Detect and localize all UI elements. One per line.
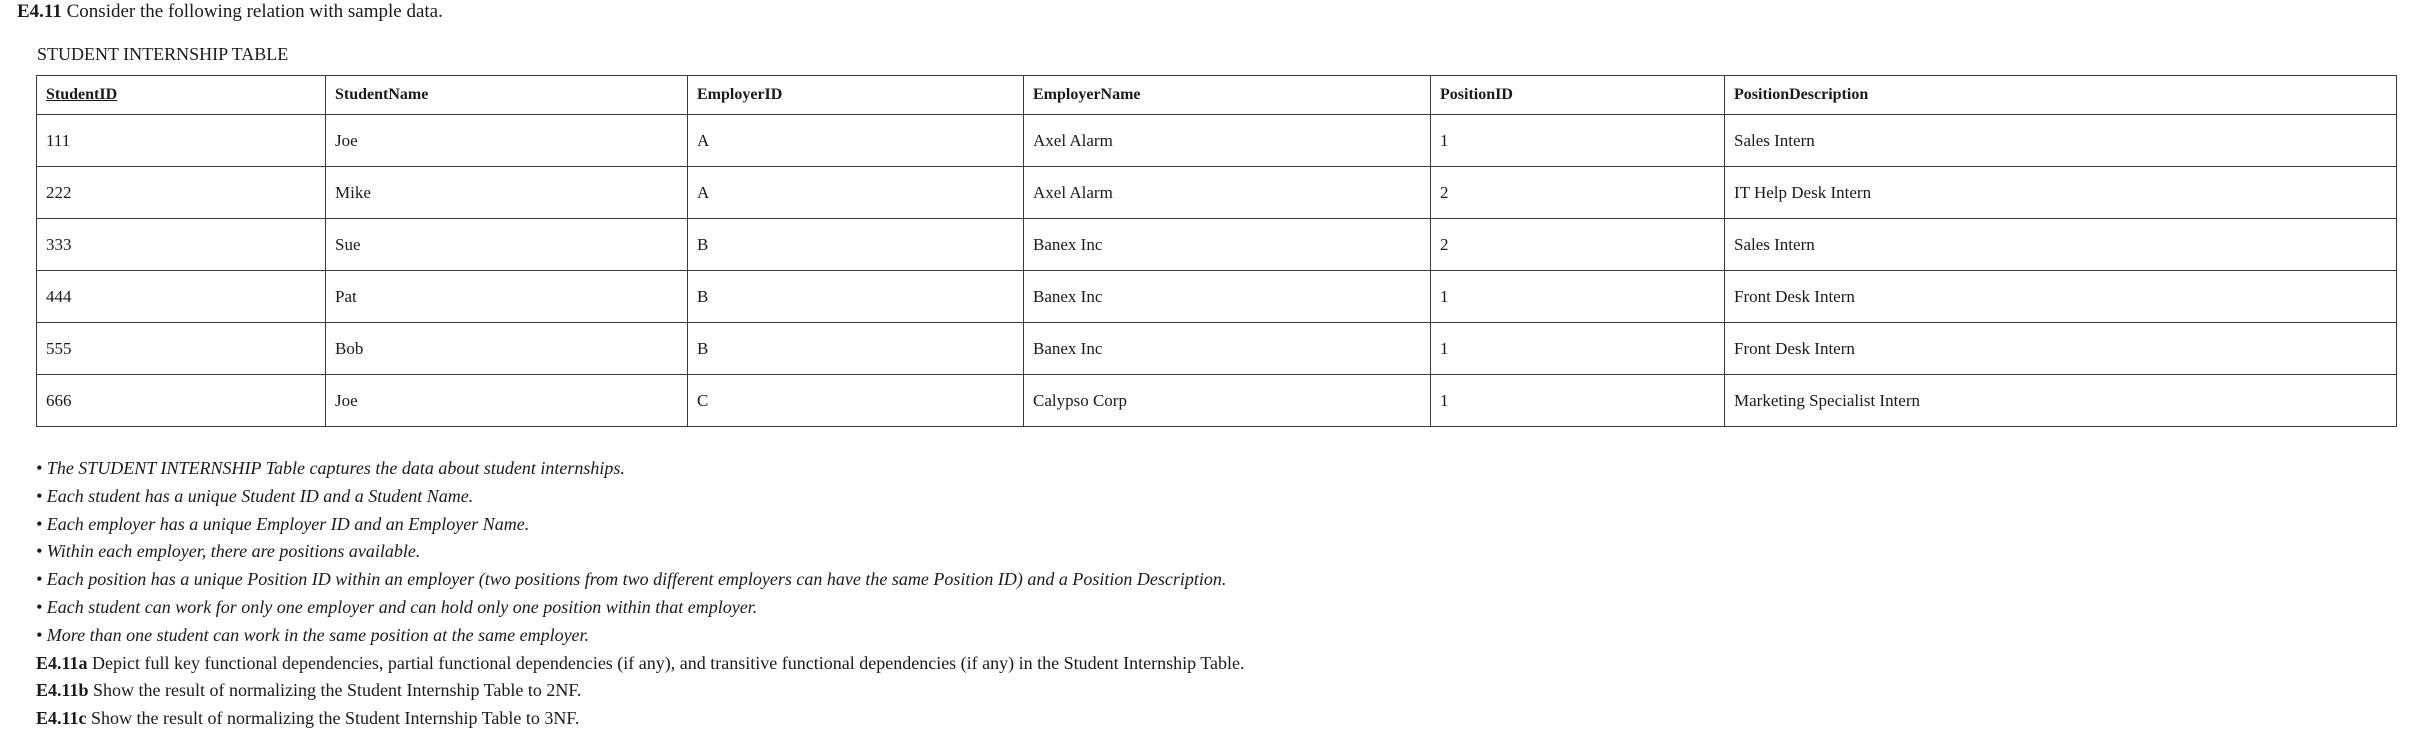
table-row <box>37 271 2397 323</box>
cell-positionid: 1 <box>1431 323 1725 375</box>
primary-key-label: StudentID <box>46 86 118 103</box>
exercise-intro: Consider the following relation with sample data. <box>66 1 443 22</box>
cell-studentname: Mike <box>326 167 688 219</box>
table-row <box>37 167 2397 219</box>
cell-employername: Banex Inc <box>1024 323 1431 375</box>
cell-employerid: B <box>688 219 1024 271</box>
cell-employerid: A <box>688 115 1024 167</box>
list-item: • Each student can work for only one employer and can hold only one position within that employer. <box>36 596 758 617</box>
task-id: E4.11a <box>36 652 88 673</box>
task-e4-11c <box>36 705 1245 733</box>
cell-positiondescription: Marketing Specialist Intern <box>1725 375 2397 427</box>
column-header-positiondescription: PositionDescription <box>1725 76 2397 115</box>
task-id: E4.11b <box>36 680 89 701</box>
cell-employername: Axel Alarm <box>1024 167 1431 219</box>
cell-employerid: C <box>688 375 1024 427</box>
exercise-id: E4.11 <box>17 1 62 22</box>
cell-employername: Banex Inc <box>1024 219 1431 271</box>
cell-positiondescription: Front Desk Intern <box>1725 271 2397 323</box>
column-header-positionid: PositionID <box>1431 76 1725 115</box>
table-header-row <box>37 76 2397 115</box>
cell-studentname: Joe <box>326 375 688 427</box>
cell-employerid: A <box>688 167 1024 219</box>
task-text: Show the result of normalizing the Student Internship Table to 2NF. <box>93 680 582 701</box>
table-title: STUDENT INTERNSHIP TABLE <box>37 44 289 64</box>
cell-employername: Calypso Corp <box>1024 375 1431 427</box>
task-text: Depict full key functional dependencies, partial functional dependencies (if any), and transitive functional dependencies (if any) in the Student Internship Table. <box>92 652 1245 673</box>
cell-studentname: Bob <box>326 323 688 375</box>
cell-studentname: Sue <box>326 219 688 271</box>
list-item: • Within each employer, there are positions available. <box>36 541 421 562</box>
task-id: E4.11c <box>36 708 87 729</box>
column-header-studentid <box>37 76 326 115</box>
student-internship-table <box>36 75 2397 427</box>
column-header-employerid: EmployerID <box>688 76 1024 115</box>
table-row <box>37 219 2397 271</box>
cell-positionid: 2 <box>1431 219 1725 271</box>
cell-studentid: 111 <box>37 115 326 167</box>
list-item: • The STUDENT INTERNSHIP Table captures the data about student internships. <box>36 458 625 478</box>
cell-positiondescription: IT Help Desk Intern <box>1725 167 2397 219</box>
cell-employername: Axel Alarm <box>1024 115 1431 167</box>
cell-studentid: 666 <box>37 375 326 427</box>
cell-employerid: B <box>688 323 1024 375</box>
cell-positionid: 1 <box>1431 115 1725 167</box>
task-text: Show the result of normalizing the Student Internship Table to 3NF. <box>91 708 580 729</box>
list-item: • Each student has a unique Student ID and a Student Name. <box>36 485 474 506</box>
cell-positionid: 1 <box>1431 271 1725 323</box>
cell-studentname: Joe <box>326 115 688 167</box>
cell-positiondescription: Sales Intern <box>1725 219 2397 271</box>
exercise-heading <box>17 0 443 24</box>
cell-positionid: 2 <box>1431 167 1725 219</box>
cell-positionid: 1 <box>1431 375 1725 427</box>
cell-studentid: 555 <box>37 323 326 375</box>
table-row <box>37 375 2397 427</box>
list-item: • More than one student can work in the same position at the same employer. <box>36 624 590 645</box>
task-e4-11b <box>36 677 1245 705</box>
table-row <box>37 115 2397 167</box>
task-e4-11a <box>36 650 1245 678</box>
cell-positiondescription: Front Desk Intern <box>1725 323 2397 375</box>
cell-studentid: 333 <box>37 219 326 271</box>
cell-employername: Banex Inc <box>1024 271 1431 323</box>
table-row <box>37 323 2397 375</box>
list-item: • Each position has a unique Position ID within an employer (two positions from two different employers can have the same Position ID) and a Position Description. <box>36 569 1227 590</box>
cell-employerid: B <box>688 271 1024 323</box>
cell-studentid: 444 <box>37 271 326 323</box>
cell-positiondescription: Sales Intern <box>1725 115 2397 167</box>
column-header-studentname: StudentName <box>326 76 688 115</box>
cell-studentname: Pat <box>326 271 688 323</box>
column-header-employername: EmployerName <box>1024 76 1431 115</box>
cell-studentid: 222 <box>37 167 326 219</box>
list-item: • Each employer has a unique Employer ID and an Employer Name. <box>36 513 530 534</box>
requirements-list <box>36 455 1245 733</box>
